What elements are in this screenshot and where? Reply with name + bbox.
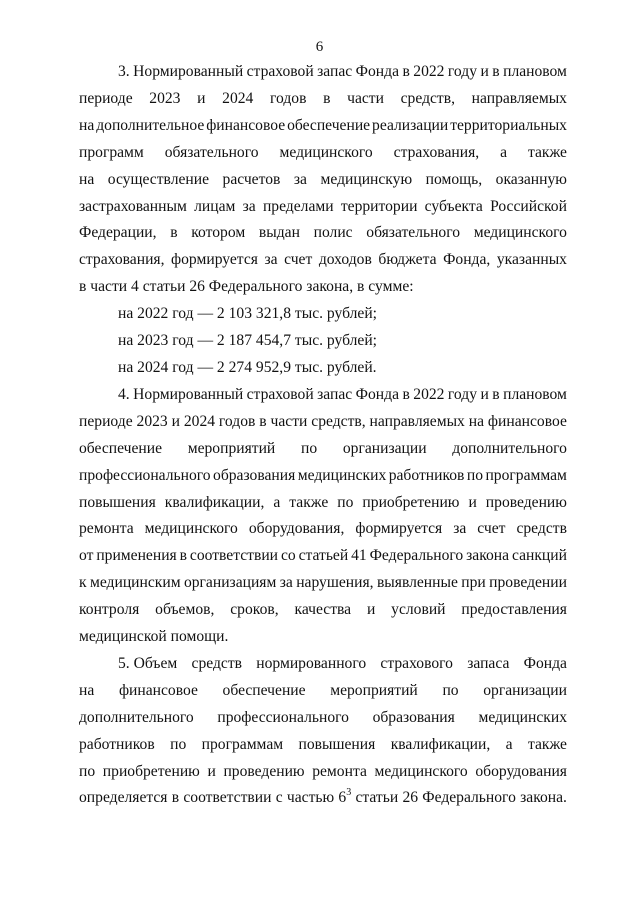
- word: пределами: [262, 197, 334, 215]
- amounts-list: [79, 301, 567, 382]
- text-line: [79, 785, 567, 812]
- word: определяется: [79, 789, 168, 807]
- word: и: [171, 412, 180, 430]
- text-line: [79, 220, 567, 247]
- word: страхового: [380, 654, 453, 672]
- text-line: [79, 490, 567, 517]
- word: направляемых: [369, 412, 465, 430]
- word: ремонта: [312, 762, 367, 780]
- part-superscript: 3: [346, 787, 352, 799]
- word: обязательного: [366, 224, 461, 242]
- word: ремонта: [79, 520, 134, 538]
- word: статьи: [355, 789, 399, 807]
- word: в: [492, 63, 500, 80]
- word: территориальных: [450, 116, 567, 134]
- word: запас: [317, 63, 353, 80]
- word: а: [505, 735, 513, 753]
- word: с: [275, 789, 283, 807]
- word: в: [179, 547, 187, 565]
- text-line: [79, 463, 567, 490]
- word: мероприятий: [187, 439, 276, 457]
- word: проведению: [485, 493, 567, 511]
- word: объемов,: [155, 601, 215, 619]
- amount-line: на 2023 год — 2 187 454,7 тыс. рублей;: [118, 332, 378, 350]
- word: мероприятий: [330, 681, 418, 699]
- word: периоде: [79, 89, 133, 107]
- text-line: [79, 678, 567, 705]
- word: по: [300, 439, 318, 457]
- word: 4.: [118, 385, 130, 403]
- word: Нормированный: [133, 385, 244, 403]
- word: применения: [96, 547, 177, 565]
- word: частью: [286, 789, 335, 807]
- word: Нормированный: [133, 63, 244, 80]
- word: средств,: [400, 89, 456, 107]
- word: осуществление: [107, 170, 210, 188]
- word: качества: [294, 601, 352, 619]
- word: соответствии: [183, 789, 272, 807]
- text-line: [79, 759, 567, 786]
- word: и: [366, 601, 376, 619]
- word: сроков,: [230, 601, 279, 619]
- word: 5. Объем: [118, 654, 178, 672]
- word: приобретению: [362, 493, 460, 511]
- word: а: [273, 493, 281, 511]
- word: в: [402, 385, 410, 403]
- word: в: [259, 412, 267, 430]
- word: медицинского: [279, 143, 373, 161]
- word: в: [492, 385, 500, 403]
- word: программам: [485, 466, 567, 484]
- word: организации: [342, 439, 427, 457]
- word: плановом: [503, 385, 567, 403]
- word: 41: [351, 547, 367, 565]
- word: Фонда: [355, 63, 399, 80]
- word: обеспечение: [79, 439, 163, 457]
- word: плановом: [503, 63, 567, 80]
- word: страхования,: [393, 143, 480, 161]
- word: повышения: [79, 493, 156, 511]
- word: нормированного: [256, 654, 367, 672]
- word: статьей: [298, 547, 349, 565]
- paragraph-5: [79, 651, 567, 812]
- text-line-last: в части 4 статьи 26 Федерального закона, в сумме:: [79, 278, 414, 296]
- word: со: [280, 547, 296, 565]
- word: обеспечение: [222, 681, 306, 699]
- word: лицам: [194, 197, 236, 215]
- word: дополнительного: [452, 439, 567, 457]
- word: застрахованным: [79, 197, 187, 215]
- word: части: [270, 412, 308, 430]
- word: на: [468, 412, 485, 430]
- word: финансовое: [206, 116, 286, 134]
- text-line: [79, 436, 567, 463]
- word: средств: [516, 520, 567, 538]
- word: за: [453, 520, 467, 538]
- word: 3.: [118, 63, 130, 80]
- word: программам: [201, 735, 284, 753]
- word: формируется: [355, 520, 443, 538]
- word: Федерального: [422, 789, 516, 807]
- text-line: [79, 167, 567, 194]
- word: санкций: [511, 547, 567, 565]
- word: годов: [269, 89, 307, 107]
- word: контроля: [79, 601, 140, 619]
- paragraph-3: [79, 59, 567, 301]
- word: по: [337, 493, 354, 511]
- word: 2023: [149, 89, 181, 107]
- word: 2024: [183, 412, 216, 430]
- word: по: [442, 681, 459, 699]
- text-line-last: медицинской помощи.: [79, 628, 229, 646]
- word: за: [264, 251, 278, 269]
- word: закона: [466, 547, 510, 565]
- paragraph-4: [79, 382, 567, 651]
- page-number: 6: [315, 39, 324, 55]
- word: 26: [402, 789, 419, 807]
- word: обязательного: [164, 143, 259, 161]
- word: а: [500, 143, 508, 161]
- word: за: [293, 170, 307, 188]
- word: Фонда: [523, 654, 567, 672]
- word: средств: [191, 654, 242, 672]
- word: работников: [388, 466, 465, 484]
- word: Федерального: [369, 547, 464, 565]
- word: медицинских: [478, 708, 567, 726]
- word: дополнительное: [96, 116, 205, 134]
- word: организации: [483, 681, 567, 699]
- amount-line: на 2024 год — 2 274 952,9 тыс. рублей.: [118, 358, 377, 376]
- word: котором: [191, 224, 246, 242]
- word: условий: [391, 601, 446, 619]
- word: расчетов: [222, 170, 281, 188]
- word: профессионального: [79, 466, 211, 484]
- word: Федерации,: [79, 224, 157, 242]
- word: проведении: [489, 574, 567, 592]
- word: счет: [284, 251, 313, 269]
- text-line: [79, 382, 567, 409]
- word: оказанную: [495, 170, 567, 188]
- word: счет: [477, 520, 506, 538]
- word: квалификации,: [164, 493, 265, 511]
- word: медицинского: [144, 520, 238, 538]
- word: Российской: [490, 197, 567, 215]
- word: медицинского: [374, 762, 468, 780]
- word: и: [468, 493, 477, 511]
- word: страховой: [246, 385, 314, 403]
- word: бюджета: [378, 251, 437, 269]
- word: нарушения,: [296, 574, 374, 592]
- word: медицинскую: [320, 170, 413, 188]
- word: соответствии: [189, 547, 279, 565]
- document-body: [79, 59, 567, 812]
- text-line: [79, 86, 567, 113]
- word: программ: [79, 143, 144, 161]
- text-line: [79, 705, 567, 732]
- word: и: [480, 63, 489, 80]
- word: на: [79, 116, 95, 134]
- word: году: [447, 385, 478, 403]
- word: Фонда: [355, 385, 399, 403]
- word: также: [527, 735, 567, 753]
- word: по: [466, 466, 484, 484]
- word: помощь,: [425, 170, 483, 188]
- text-line: [79, 59, 567, 86]
- word: квалификации,: [390, 735, 491, 753]
- word: образования: [213, 466, 296, 484]
- word: на: [79, 170, 95, 188]
- word: медицинского: [473, 224, 567, 242]
- word: средств,: [311, 412, 366, 430]
- word: 2022: [413, 63, 445, 80]
- word: обеспечение: [287, 116, 371, 134]
- word: формируется: [171, 251, 258, 269]
- word: повышения: [298, 735, 376, 753]
- word: страхования,: [79, 251, 165, 269]
- text-line: [79, 113, 567, 140]
- word: также: [289, 493, 329, 511]
- word: в: [402, 63, 410, 80]
- word: к: [79, 574, 87, 592]
- word: медицинским: [89, 574, 181, 592]
- word: и: [480, 385, 489, 403]
- text-line: [79, 543, 567, 570]
- word: оборудования,: [248, 520, 345, 538]
- word: в: [171, 789, 180, 807]
- word: в: [323, 89, 331, 107]
- word: указанных: [496, 251, 567, 269]
- word: Фонда,: [443, 251, 491, 269]
- word: страховой: [246, 63, 314, 80]
- text-line: [79, 597, 567, 624]
- word: профессионального: [217, 708, 349, 726]
- word: дополнительного: [79, 708, 194, 726]
- word: 2022: [413, 385, 445, 403]
- text-line: [79, 651, 567, 678]
- word: организациям: [183, 574, 277, 592]
- part-number: 6: [338, 789, 347, 807]
- word: выявленные: [376, 574, 458, 592]
- word: части: [347, 89, 384, 107]
- word: медицинских: [297, 466, 387, 484]
- word: по: [170, 735, 187, 753]
- word: территории: [340, 197, 418, 215]
- word: и: [207, 762, 216, 780]
- amount-line: на 2022 год — 2 103 321,8 тыс. рублей;: [118, 305, 378, 323]
- text-line: [79, 732, 567, 759]
- word: на: [79, 681, 95, 699]
- word: запас: [317, 385, 353, 403]
- word: реализации: [372, 116, 449, 134]
- word: при: [461, 574, 486, 592]
- word: приобретению: [102, 762, 200, 780]
- word: и: [197, 89, 206, 107]
- word: за: [279, 574, 293, 592]
- word: финансовое: [487, 412, 567, 430]
- word: году: [447, 63, 478, 80]
- text-line: [79, 409, 567, 436]
- text-line: [79, 194, 567, 221]
- word: закона.: [520, 789, 567, 807]
- word: от: [79, 547, 94, 565]
- word: образования: [372, 708, 455, 726]
- word: периоде: [79, 412, 133, 430]
- text-line: [79, 247, 567, 274]
- word: направляемых: [471, 89, 567, 107]
- word: полис: [313, 224, 353, 242]
- word: годов: [218, 412, 256, 430]
- word: запаса: [467, 654, 510, 672]
- text-line: [79, 140, 567, 167]
- word: также: [527, 143, 567, 161]
- word: работников: [79, 735, 155, 753]
- text-line: [79, 570, 567, 597]
- text-line: [79, 516, 567, 543]
- word: финансовое: [118, 681, 198, 699]
- word: оборудования: [475, 762, 567, 780]
- word: проведению: [223, 762, 305, 780]
- word: предоставления: [461, 601, 567, 619]
- word: по: [79, 762, 96, 780]
- word: выдан: [258, 224, 300, 242]
- word: за: [242, 197, 256, 215]
- word: 2024: [222, 89, 254, 107]
- word: доходов: [318, 251, 372, 269]
- part-reference: [338, 785, 351, 812]
- word: 2023: [136, 412, 168, 430]
- word: в: [170, 224, 178, 242]
- word: субъекта: [424, 197, 483, 215]
